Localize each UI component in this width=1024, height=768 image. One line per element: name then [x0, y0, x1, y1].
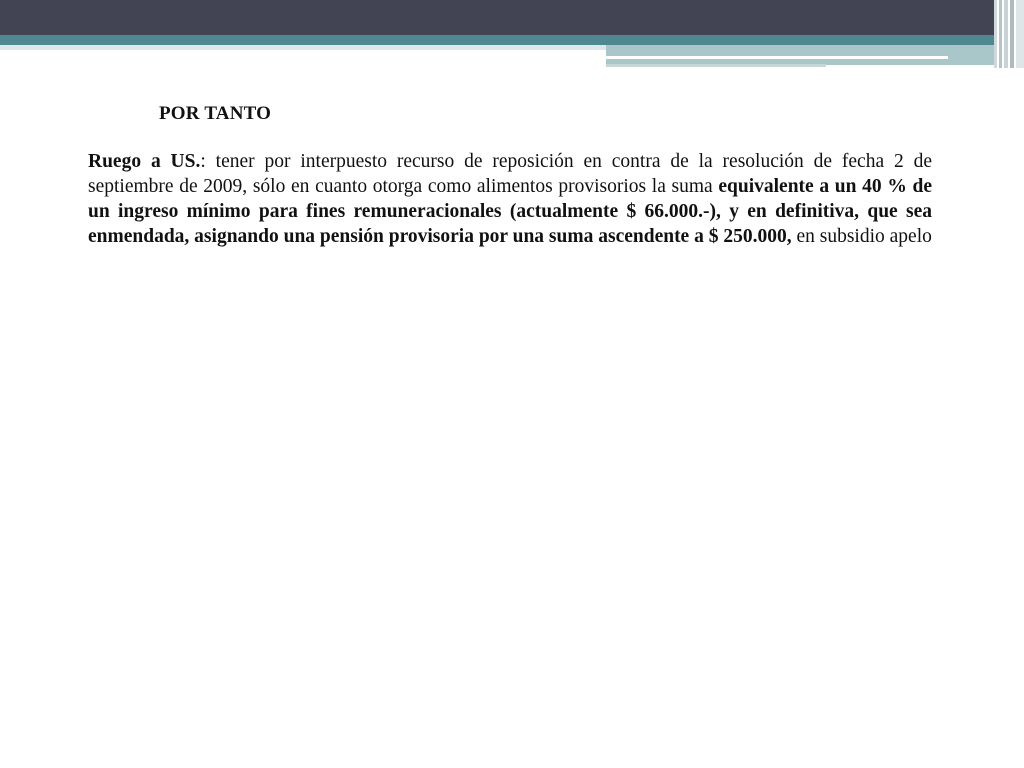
petition-bold-2: equivalente a un 40 % de un ingreso mínimo para fines remuneracionales (actualmente $ 66.000.-), y en definitiva, que sea enmendada, asignando una pensión provisoria por una suma ascendente a $ 250.000,: [88, 176, 932, 247]
petition-text-1: tener por interpuesto recurso de reposición en contra de la resolución de fecha 2 de septiembre de 2009, sólo en cuanto otorga como alimentos provisorios la suma: [88, 151, 933, 197]
header-gray-line: [606, 64, 826, 67]
header-stripes: [994, 0, 1024, 68]
petition-colon: :: [200, 151, 206, 172]
slide-heading: POR TANTO: [159, 103, 272, 124]
petition-lead: Ruego a US.: [88, 151, 201, 172]
header-pale-band: [0, 45, 606, 50]
header-teal-band: [0, 35, 1024, 45]
petition-paragraph: [88, 149, 932, 249]
header-light-band: [606, 45, 1024, 65]
header-dark-band: [0, 0, 1024, 35]
header-white-line: [606, 56, 948, 59]
petition-text-3: en subsidio apelo: [791, 226, 932, 247]
